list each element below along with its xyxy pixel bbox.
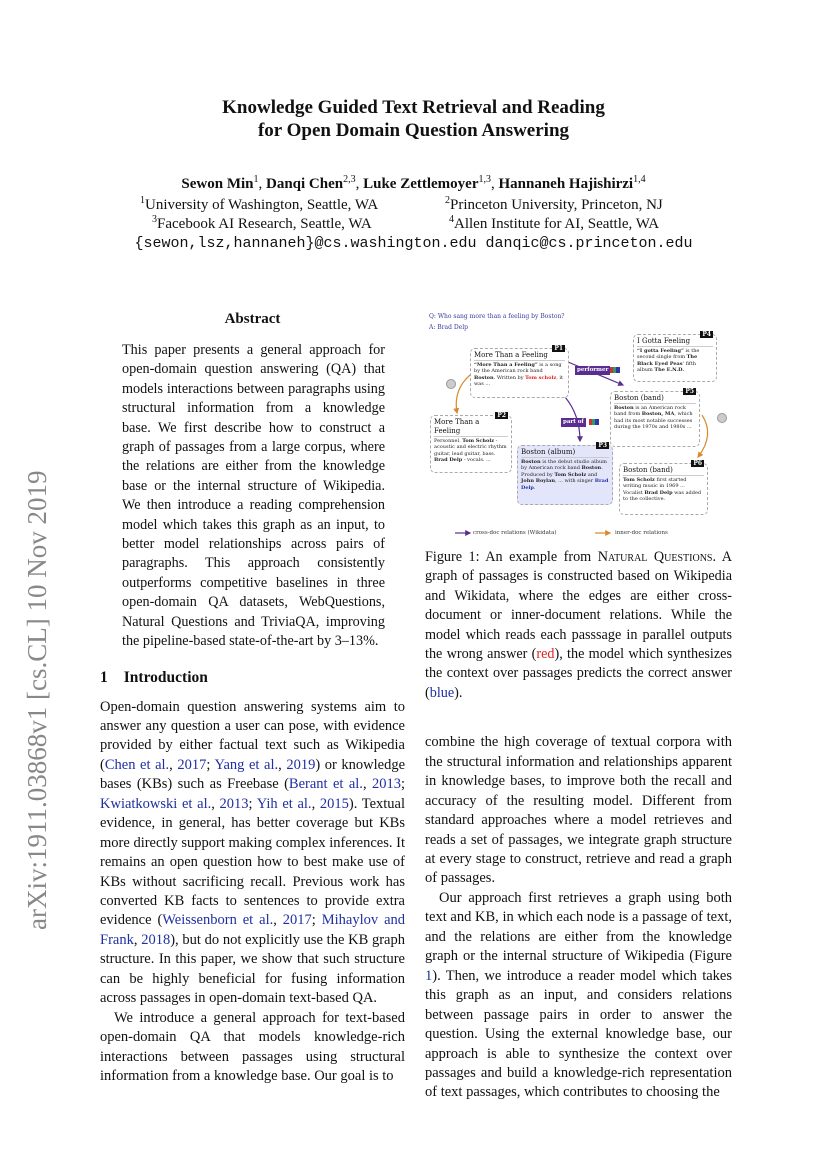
- text-span: ,: [211, 795, 220, 812]
- affiliation: [140, 196, 378, 214]
- author-sup: 1: [253, 174, 259, 185]
- text-span: Tom Scholz: [554, 471, 587, 478]
- figure-1: [415, 305, 735, 545]
- text-span: ). Textual evidence, in general, has better coverage but KBs more directly support making complex inferences. It remains an open question how to best make use of KBs without sacrificing recall. Previous work has converted KB facts to sentences to provide extra evidence (: [100, 795, 405, 929]
- aff-sup: 2: [445, 195, 450, 206]
- text-span: , which had its most notable successes during the 1970s and 1980s ...: [614, 411, 693, 431]
- passage-body: [623, 477, 704, 503]
- text-span: is a song by the American rock band: [474, 362, 562, 375]
- author-sup: 2,3: [343, 174, 356, 185]
- figure-caption: [425, 548, 732, 703]
- passage-tag: P4: [702, 331, 711, 338]
- text-span: ,: [133, 931, 142, 948]
- text-span: Boston, MA: [641, 411, 675, 418]
- text-span: Boston: [521, 459, 541, 465]
- text-span: Brad Delp: [434, 457, 463, 464]
- arxiv-stamp: arXiv:1911.03868v1 [cs.CL] 10 Nov 2019: [22, 470, 52, 930]
- passage-tag: P3: [598, 442, 607, 449]
- relation-label: part of: [563, 419, 584, 425]
- aff-text: University of Washington, Seattle, WA: [145, 197, 379, 213]
- passage-body: [521, 459, 609, 491]
- citation-link[interactable]: 2015: [319, 795, 349, 812]
- text-span: and: [586, 471, 598, 478]
- intro-right-column: [425, 733, 732, 1103]
- author-sup: 1,4: [633, 174, 646, 185]
- passage-title: More Than a Feeling: [474, 351, 565, 361]
- text-span: Personnel.: [434, 438, 463, 444]
- passage-tag: P1: [554, 345, 563, 352]
- right-column: [425, 548, 732, 1103]
- citation-link[interactable]: 2018: [141, 931, 171, 948]
- citation-link[interactable]: Yih et al.: [256, 795, 312, 812]
- section-title: Introduction: [123, 668, 208, 686]
- author-name: Danqi Chen: [265, 176, 344, 192]
- aff-text: Princeton University, Princeton, NJ: [450, 197, 663, 213]
- title-line: for Open Domain Question Answering: [257, 120, 570, 141]
- relation-label: performer: [577, 367, 609, 373]
- text-span: Boston: [614, 405, 634, 411]
- section-heading: [100, 668, 405, 688]
- passage-tag: P6: [693, 460, 702, 467]
- paragraph: [425, 889, 732, 1103]
- author-emails: {sewon,lsz,hannaneh}@cs.washington.edu danqic@cs.princeton.edu: [134, 235, 693, 252]
- passage-box: [633, 331, 717, 382]
- text-span: ;: [400, 776, 405, 793]
- aff-text: Facebook AI Research, Seattle, WA: [157, 216, 372, 232]
- text-span: Tom Scholz: [623, 477, 655, 483]
- abstract-heading: Abstract: [224, 311, 281, 327]
- passage-body: [474, 362, 565, 388]
- left-column: [100, 310, 405, 1087]
- legend-cross: cross-doc relations (Wikidata): [473, 530, 557, 536]
- text-span: - vocals. ...: [462, 457, 491, 464]
- affiliation: [152, 215, 372, 233]
- intro-left-column: [100, 698, 405, 1087]
- passage-title: Boston (band): [623, 466, 704, 476]
- aff-sup: 4: [449, 214, 454, 225]
- text-span: The Black Eyed Peas: [637, 354, 698, 367]
- author-name: Luke Zettlemoyer: [363, 176, 479, 192]
- passage-title: Boston (band): [614, 394, 696, 404]
- aff-sup: 1: [140, 195, 145, 206]
- text-span: , it was ...: [474, 374, 564, 388]
- author-name: Sewon Min: [181, 176, 254, 192]
- affiliation: [445, 196, 663, 214]
- text-span: Tom Scholz: [462, 438, 495, 444]
- text-span: ,: [311, 795, 320, 812]
- text-span: ,: [273, 912, 283, 929]
- text-span: Boston: [474, 374, 494, 381]
- passage-tag: P5: [685, 388, 694, 395]
- citation-link[interactable]: 2017: [177, 756, 207, 773]
- citation-link[interactable]: Chen et al.: [104, 756, 170, 773]
- author-list: Sewon Min$^1$, Danqi Chen$^{2,3}$, Luke Zettlemoyer$^{1,3}$, Hannaneh Hajishirzi$^{1,4}$: [181, 174, 646, 192]
- text-span: red: [536, 646, 555, 663]
- text-span: . A graph of passages is constructed based on Wikipedia and Wikidata, where the edges are either cross-document or inner-document relations. While the model which reads each passsage in parallel outputs the wrong answer (: [425, 549, 732, 663]
- passage-box: [470, 345, 569, 398]
- section-number: 1: [100, 668, 108, 686]
- text-span: .: [533, 484, 536, 491]
- text-span: . Produced by: [521, 465, 603, 478]
- text-span: ;: [311, 912, 322, 929]
- author-sup: 1,3: [478, 174, 491, 185]
- aff-sup: 3: [152, 214, 157, 225]
- passage-box: [517, 442, 613, 505]
- text-span: ;: [206, 756, 215, 773]
- citation-link[interactable]: 2013: [219, 795, 249, 812]
- paper-title: [0, 96, 827, 142]
- edge-inner-p1-p2: [456, 375, 470, 413]
- passage-title: Boston (album): [521, 448, 609, 458]
- text-span: is an American rock band from: [614, 405, 686, 418]
- text-span: Brad Delp: [521, 478, 609, 491]
- paragraph: [100, 1009, 405, 1087]
- citation-link[interactable]: Mihaylov and Frank: [100, 912, 406, 948]
- text-span: Our approach first retrieves a graph using both text and KB, in which each node is a passage of text, and the relations are either from the knowledge graph or the internal structure of Wikipedia (Figure: [425, 889, 732, 965]
- citation-link[interactable]: Berant et al.: [288, 776, 363, 793]
- citation-link[interactable]: 2017: [282, 912, 312, 929]
- passage-title: More Than a Feeling: [434, 418, 508, 437]
- text-span: ,: [278, 756, 287, 773]
- aff-text: Allen Institute for AI, Seattle, WA: [454, 216, 660, 232]
- text-span: ) or knowledge bases (KBs) such as Freebase (: [100, 756, 406, 793]
- text-span: The E.N.D.: [654, 367, 685, 374]
- text-span: ;: [248, 795, 257, 812]
- passage-body: [614, 405, 696, 431]
- text-span: ,: [169, 756, 178, 773]
- citation-link[interactable]: 1: [425, 967, 433, 984]
- passage-body: [637, 348, 713, 374]
- text-span: combine the high coverage of textual corpora with the structural information and relationships apparent in knowledge bases, to improve both the recall and accuracy of the resulting model. Different from standard approaches where a model retrieves and reads a set of passages, we integrate graph structure at every stage to construct, retrieve and read a graph of passages.: [425, 734, 732, 887]
- wikidata-logo-icon: [610, 367, 620, 373]
- wikipedia-logo-icon: [717, 413, 727, 423]
- citation-link[interactable]: 2019: [286, 756, 316, 773]
- text-span: Open-domain question answering systems aim to answer any question a user can pose, with evidence provided by either factual text such as Wikipedia (: [100, 698, 405, 773]
- text-span: , ... with singer: [554, 478, 595, 485]
- text-span: Natural Questions: [597, 549, 713, 565]
- citation-link[interactable]: Weissenborn et al.: [162, 912, 274, 929]
- wikipedia-logo-icon: [446, 379, 456, 389]
- abstract-text: This paper presents a general approach for open-domain question answering (QA) that models interactions between paragraphs using structural information from a knowledge base. We first describe how to construct a graph of passages from a large corpus, where the relations are either from the knowledge base or the internal structure of Wikipedia. We then introduce a reading comprehension model which takes this graph as an input, to better model relationships across pairs of paragraphs. This approach consistently outperforms competitive baselines in three open-domain QA datasets, WebQuestions, Natural Questions and TriviaQA, improving the pipeline-based state-of-the-art by 3–13%.: [122, 342, 385, 650]
- paragraph: [425, 733, 732, 889]
- text-span: . Written by: [493, 374, 526, 381]
- passage-title: I Gotta Feeling: [637, 337, 713, 347]
- passage-box: [619, 460, 708, 515]
- passage-box: [430, 412, 512, 473]
- text-span: first started writing music in 1969 ... Vocalist: [623, 477, 687, 496]
- passage-tag: P2: [497, 412, 506, 419]
- passage-box: [610, 388, 700, 447]
- text-span: Figure 1: An example from: [425, 549, 598, 565]
- text-span: We introduce a general approach for text-based open-domain QA that models knowledge-rich interactions between passages using structural information from a knowledge base. Our goal is to: [100, 1009, 405, 1085]
- passage-body: [434, 438, 508, 464]
- text-span: “I gotta Feeling”: [637, 348, 684, 354]
- text-span: - acoustic and electric rhythm guitar, lead guitar, bass.: [434, 438, 507, 457]
- figure-question: Q: Who sang more than a feeling by Boston?: [429, 313, 565, 320]
- affiliation: [449, 215, 659, 233]
- citation-link[interactable]: Yang et al.: [214, 756, 279, 773]
- text-span: ), the model which synthesizes the context over passages predicts the correct answer (: [425, 646, 732, 701]
- text-span: blue: [429, 684, 455, 701]
- text-span: was added to the collective.: [623, 489, 702, 503]
- citation-link[interactable]: 2013: [371, 776, 401, 793]
- author-name: Hannaneh Hajishirzi: [498, 176, 634, 192]
- text-span: Tom scholz: [525, 374, 557, 381]
- text-span: Brad Delp: [644, 489, 673, 496]
- title-line: Knowledge Guided Text Retrieval and Reading: [222, 97, 605, 118]
- text-span: is the debut studio album by American rock band: [521, 459, 607, 472]
- text-span: ' fifth album: [637, 360, 697, 374]
- text-span: Boston: [581, 465, 602, 472]
- citation-link[interactable]: Kwiatkowski et al.: [100, 795, 212, 812]
- paragraph: [100, 698, 405, 1009]
- text-span: is the second single from: [637, 348, 700, 361]
- wikidata-logo-icon: [589, 419, 599, 425]
- figure-answer: A: Brad Delp: [429, 324, 468, 331]
- text-span: ).: [454, 684, 463, 701]
- text-span: John Boylan: [521, 478, 555, 485]
- text-span: ), but do not explicitly use the KB graph structure. In this paper, we show that such structure can be highly beneficial for fusing information across passages in open-domain text-based QA.: [100, 931, 405, 1007]
- text-span: ,: [362, 776, 372, 793]
- text-span: “More Than a Feeling”: [474, 362, 538, 368]
- text-span: ). Then, we introduce a reader model which takes this graph as an input, and considers relations between passage pairs in order to answer the question. Using the external knowledge base, our approach is able to synthesize the context over passages and build a knowledge-rich representation of text passages, which contributes to choosing the: [425, 967, 732, 1101]
- legend-inner: inner-doc relations: [615, 530, 668, 536]
